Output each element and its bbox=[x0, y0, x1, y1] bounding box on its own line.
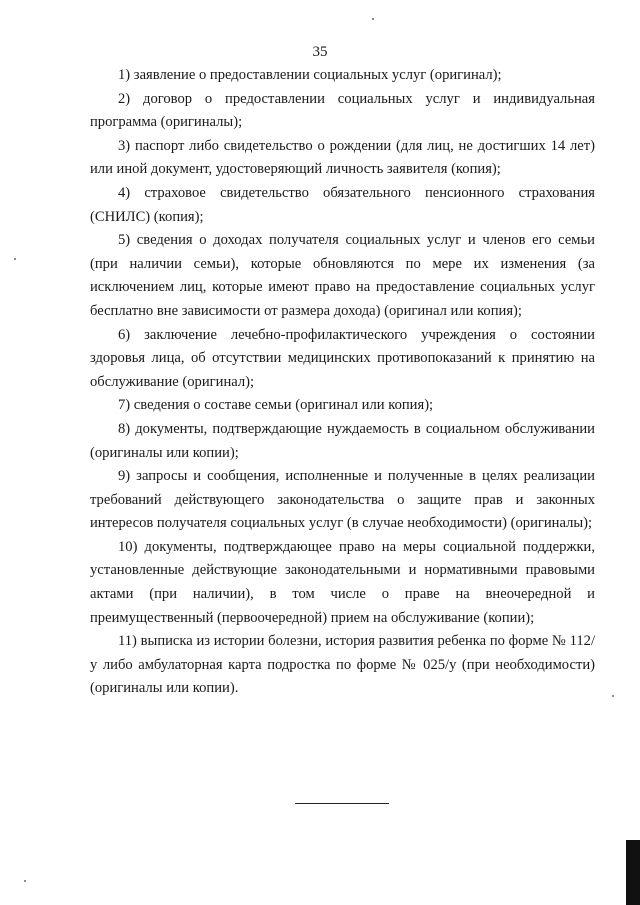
list-item-4: 4) страховое свидетельство обязательного пенсионного страхования (СНИЛС) (копия); bbox=[90, 184, 595, 225]
list-item-1: 1) заявление о предоставлении социальных услуг (оригинал); bbox=[118, 67, 502, 83]
list-item-3: 3) паспорт либо свидетельство о рождении (для лиц, не достигших 14 лет) или иной документ, удостоверяющий личность заявителя (копия); bbox=[90, 137, 595, 178]
list-item-10: 10) документы, подтверждающее право на меры социальной поддержки, установленные действующие законодательными и нормативными правовыми актами (при наличии), в том числе о праве на внеочередной и преимущественный (первоочередной) прием на обслуживание (копии); bbox=[90, 538, 595, 626]
scan-speck bbox=[612, 695, 614, 697]
list-item-6: 6) заключение лечебно-профилактического учреждения о состоянии здоровья лица, об отсутствии медицинских противопоказаний к принятию на обслуживание (оригинал); bbox=[90, 326, 595, 390]
end-of-text-rule bbox=[295, 803, 389, 804]
list-item-2: 2) договор о предоставлении социальных услуг и индивидуальная программа (оригиналы); bbox=[90, 90, 595, 131]
document-list bbox=[90, 64, 595, 701]
list-item-11: 11) выписка из истории болезни, история развития ребенка по форме № 112/у либо амбулаторная карта подростка по форме № 025/у (при необходимости) (оригиналы или копии). bbox=[90, 633, 595, 697]
scan-speck bbox=[24, 880, 26, 882]
list-item-5: 5) сведения о доходах получателя социальных услуг и членов его семьи (при наличии семьи), которые обновляются по мере их изменения (за исключением лиц, которые имеют право на предоставление социальных услуг бесплатно вне зависимости от размера дохода) (оригинал или копия); bbox=[90, 232, 595, 319]
scan-speck bbox=[14, 258, 16, 260]
scan-speck bbox=[372, 18, 374, 20]
list-item-8: 8) документы, подтверждающие нуждаемость в социальном обслуживании (оригиналы или копии); bbox=[90, 420, 595, 461]
list-item-7: 7) сведения о составе семьи (оригинал или копия); bbox=[118, 397, 434, 414]
page-number: 35 bbox=[312, 44, 328, 60]
scan-edge-mark bbox=[626, 840, 640, 905]
list-item-9: 9) запросы и сообщения, исполненные и полученные в целях реализации требований действующего законодательства о защите прав и законных интересов получателя социальных услуг (в случае необходимости) (оригиналы); bbox=[90, 468, 595, 532]
